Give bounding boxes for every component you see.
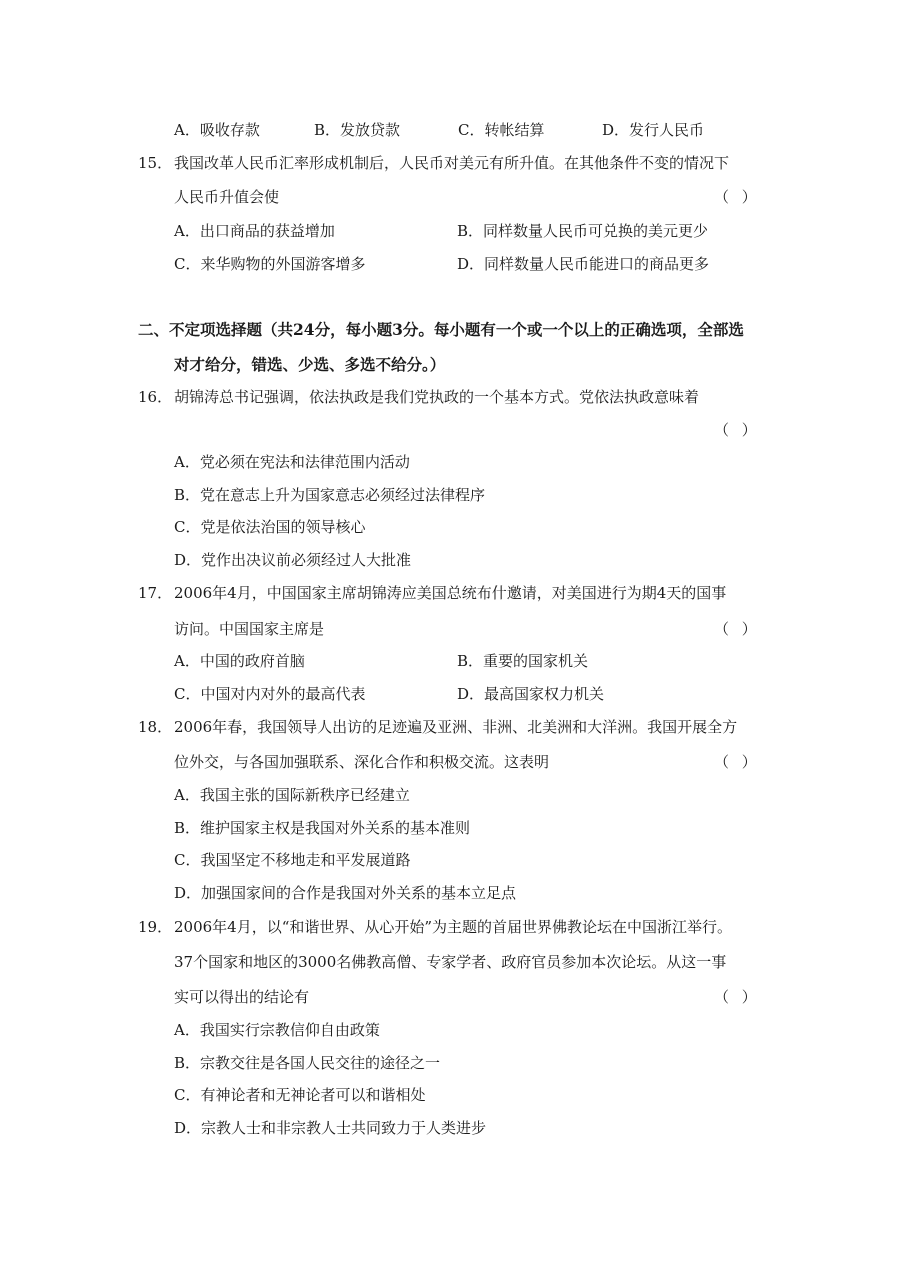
q15-option-b: B．同样数量人民币可兑换的美元更少 bbox=[457, 222, 709, 240]
section-2-heading-line2: 对才给分，错选、少选、多选不给分。） bbox=[174, 355, 446, 374]
q16-option-d: D．党作出决议前必须经过人大批准 bbox=[174, 551, 412, 569]
q17-stem-line2: 访问。中国国家主席是 bbox=[174, 620, 325, 638]
q16-number: 16． bbox=[138, 388, 173, 406]
q16-option-a: A．党必须在宪法和法律范围内活动 bbox=[174, 453, 410, 471]
q18-number: 18． bbox=[138, 718, 173, 736]
q18-option-d: D．加强国家间的合作是我国对外关系的基本立足点 bbox=[174, 884, 517, 902]
q18-option-a: A．我国主张的国际新秩序已经建立 bbox=[174, 786, 410, 804]
section-2-heading: 二、不定项选择题（共24分，每小题3分。每小题有一个或一个以上的正确选项，全部选 bbox=[138, 320, 744, 339]
q18-option-c: C．我国坚定不移地走和平发展道路 bbox=[174, 851, 411, 869]
q19-option-c: C．有神论者和无神论者可以和谐相处 bbox=[174, 1086, 426, 1104]
q14-option-c: C．转帐结算 bbox=[458, 121, 545, 139]
q17-option-b: B．重要的国家机关 bbox=[457, 652, 589, 670]
q16-answer-paren: （ ） bbox=[714, 421, 761, 439]
q19-option-d: D．宗教人士和非宗教人士共同致力于人类进步 bbox=[174, 1119, 487, 1137]
q18-answer-paren: （ ） bbox=[714, 753, 761, 771]
q16-option-c: C．党是依法治国的领导核心 bbox=[174, 518, 366, 536]
q15-option-a: A．出口商品的获益增加 bbox=[174, 222, 335, 240]
q17-answer-paren: （ ） bbox=[714, 620, 761, 638]
q19-answer-paren: （ ） bbox=[714, 988, 761, 1006]
q16-option-b: B．党在意志上升为国家意志必须经过法律程序 bbox=[174, 486, 486, 504]
q14-option-b: B．发放贷款 bbox=[314, 121, 401, 139]
q18-option-b: B．维护国家主权是我国对外关系的基本准则 bbox=[174, 819, 471, 837]
q15-number: 15． bbox=[138, 154, 173, 172]
q15-option-c: C．来华购物的外国游客增多 bbox=[174, 255, 366, 273]
q18-stem-line2: 位外交，与各国加强联系、深化合作和积极交流。这表明 bbox=[174, 753, 550, 771]
q17-option-c: C．中国对内对外的最高代表 bbox=[174, 685, 366, 703]
q14-option-d: D．发行人民币 bbox=[602, 121, 705, 139]
q17-option-a: A．中国的政府首脑 bbox=[174, 652, 305, 670]
q17-option-d: D．最高国家权力机关 bbox=[457, 685, 605, 703]
q19-stem-line3: 实可以得出的结论有 bbox=[174, 988, 310, 1006]
q15-option-d: D．同样数量人民币能进口的商品更多 bbox=[457, 255, 710, 273]
q19-stem-line1: 2006年4月，以“和谐世界、从心开始”为主题的首届世界佛教论坛在中国浙江举行。 bbox=[174, 918, 733, 936]
q15-stem-line1: 我国改革人民币汇率形成机制后，人民币对美元有所升值。在其他条件不变的情况下 bbox=[174, 154, 730, 172]
q15-stem-line2: 人民币升值会使 bbox=[174, 188, 280, 206]
q17-stem-line1: 2006年4月，中国国家主席胡锦涛应美国总统布什邀请，对美国进行为期4天的国事 bbox=[174, 584, 727, 602]
q14-option-a: A．吸收存款 bbox=[174, 121, 260, 139]
q19-option-b: B．宗教交往是各国人民交往的途径之一 bbox=[174, 1054, 441, 1072]
q15-answer-paren: （ ） bbox=[714, 188, 761, 206]
q16-stem-line1: 胡锦涛总书记强调，依法执政是我们党执政的一个基本方式。党依法执政意味着 bbox=[174, 388, 700, 406]
q17-number: 17． bbox=[138, 584, 173, 602]
q19-number: 19． bbox=[138, 918, 173, 936]
q19-stem-line2: 37个国家和地区的3000名佛教高僧、专家学者、政府官员参加本次论坛。从这一事 bbox=[174, 953, 727, 971]
q19-option-a: A．我国实行宗教信仰自由政策 bbox=[174, 1021, 380, 1039]
q18-stem-line1: 2006年春，我国领导人出访的足迹遍及亚洲、非洲、北美洲和大洋洲。我国开展全方 bbox=[174, 718, 738, 736]
